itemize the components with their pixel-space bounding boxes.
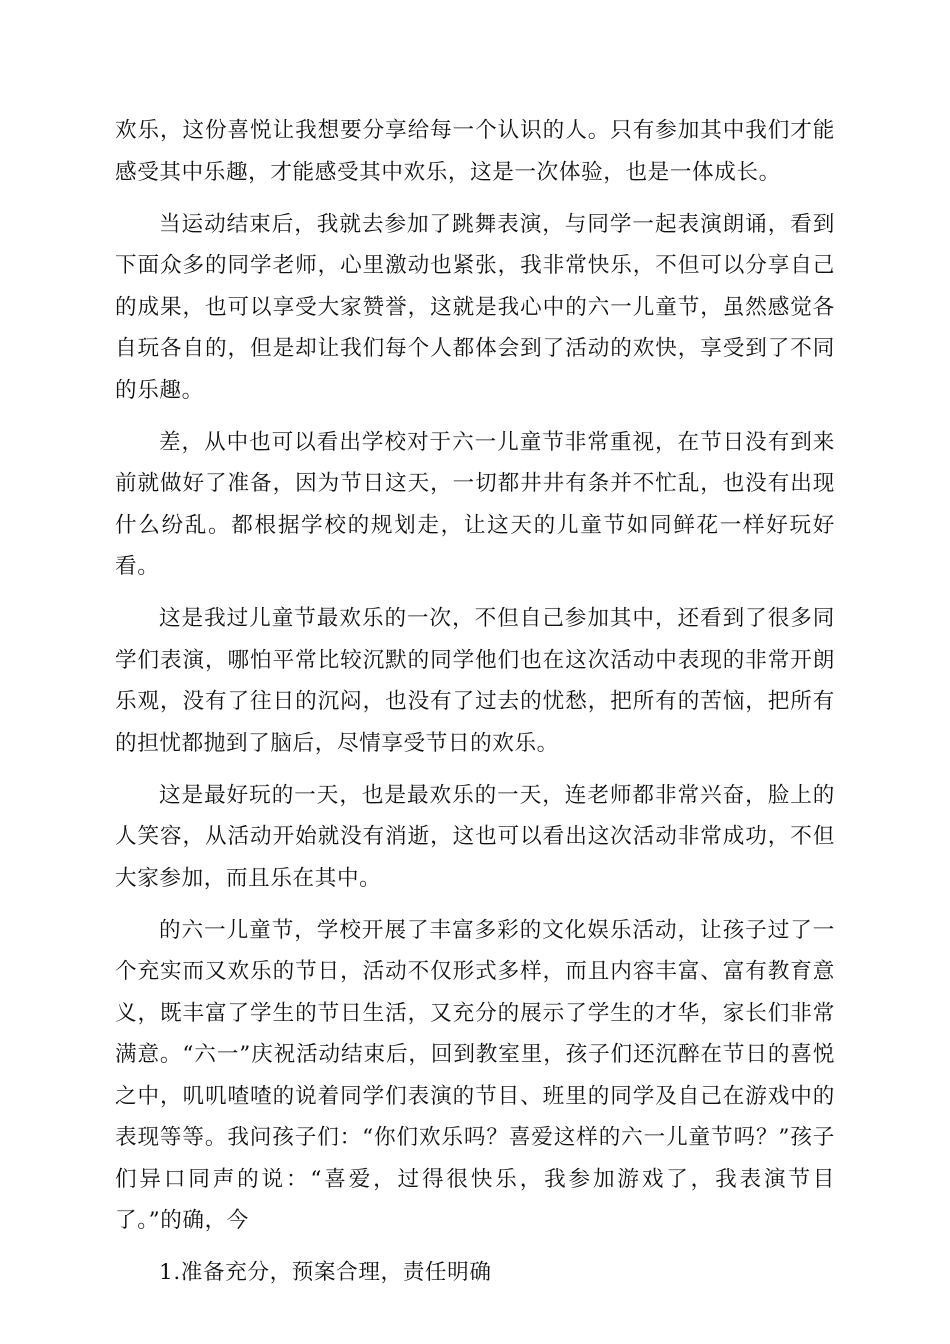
paragraph-childrens-day-activities: 的六一儿童节，学校开展了丰富多彩的文化娱乐活动，让孩子过了一个充实而又欢乐的节日，活动不仅形式多样，而且内容丰富、富有教育意义，既丰富了学生的节日生活，又充分的展示了学生的才华，家长们非常满意。“六一”庆祝活动结束后，回到教室里，孩子们还沉醉在节日的喜悦之中，叽叽喳喳的说着同学们表演的节目、班里的同学及自己在游戏中的表现等等。我问孩子们：“你们欢乐吗？喜爱这样的六一儿童节吗？”孩子们异口同声的说：“喜爱，过得很快乐，我参加游戏了，我表演节目了。”的确，今 <box>115 917 835 1233</box>
list-item-preparation: 1.准备充分，预案合理，责任明确 <box>159 1260 492 1285</box>
paragraph-continuation: 欢乐，这份喜悦让我想要分享给每一个认识的人。只有参加其中我们才能感受其中乐趣，才能感受其中欢乐，这是一次体验，也是一体成长。 <box>115 118 835 185</box>
paragraph-school-preparation: 差，从中也可以看出学校对于六一儿童节非常重视，在节日没有到来前就做好了准备，因为节日这天，一切都井井有条并不忙乱，也没有出现什么纷乱。都根据学校的规划走，让这天的儿童节如同鲜花一样好玩好看。 <box>115 429 835 579</box>
paragraph-most-fun-day: 这是最好玩的一天，也是最欢乐的一天，连老师都非常兴奋，脸上的人笑容，从活动开始就没有消逝，这也可以看出这次活动非常成功，不但大家参加，而且乐在其中。 <box>115 782 835 891</box>
paragraph-performance: 当运动结束后，我就去参加了跳舞表演，与同学一起表演朗诵，看到下面众多的同学老师，心里激动也紧张，我非常快乐，不但可以分享自己的成果，也可以享受大家赞誉，这就是我心中的六一儿童节，虽然感觉各自玩各自的，但是却让我们每个人都体会到了活动的欢快，享受到了不同的乐趣。 <box>115 211 835 403</box>
paragraph-happiest-day: 这是我过儿童节最欢乐的一次，不但自己参加其中，还看到了很多同学们表演，哪怕平常比较沉默的同学他们也在这次活动中表现的非常开朗乐观，没有了往日的沉闷，也没有了过去的忧愁，把所有的苦恼，把所有的担忧都抛到了脑后，尽情享受节日的欢乐。 <box>115 606 835 756</box>
document-page <box>115 110 835 1294</box>
